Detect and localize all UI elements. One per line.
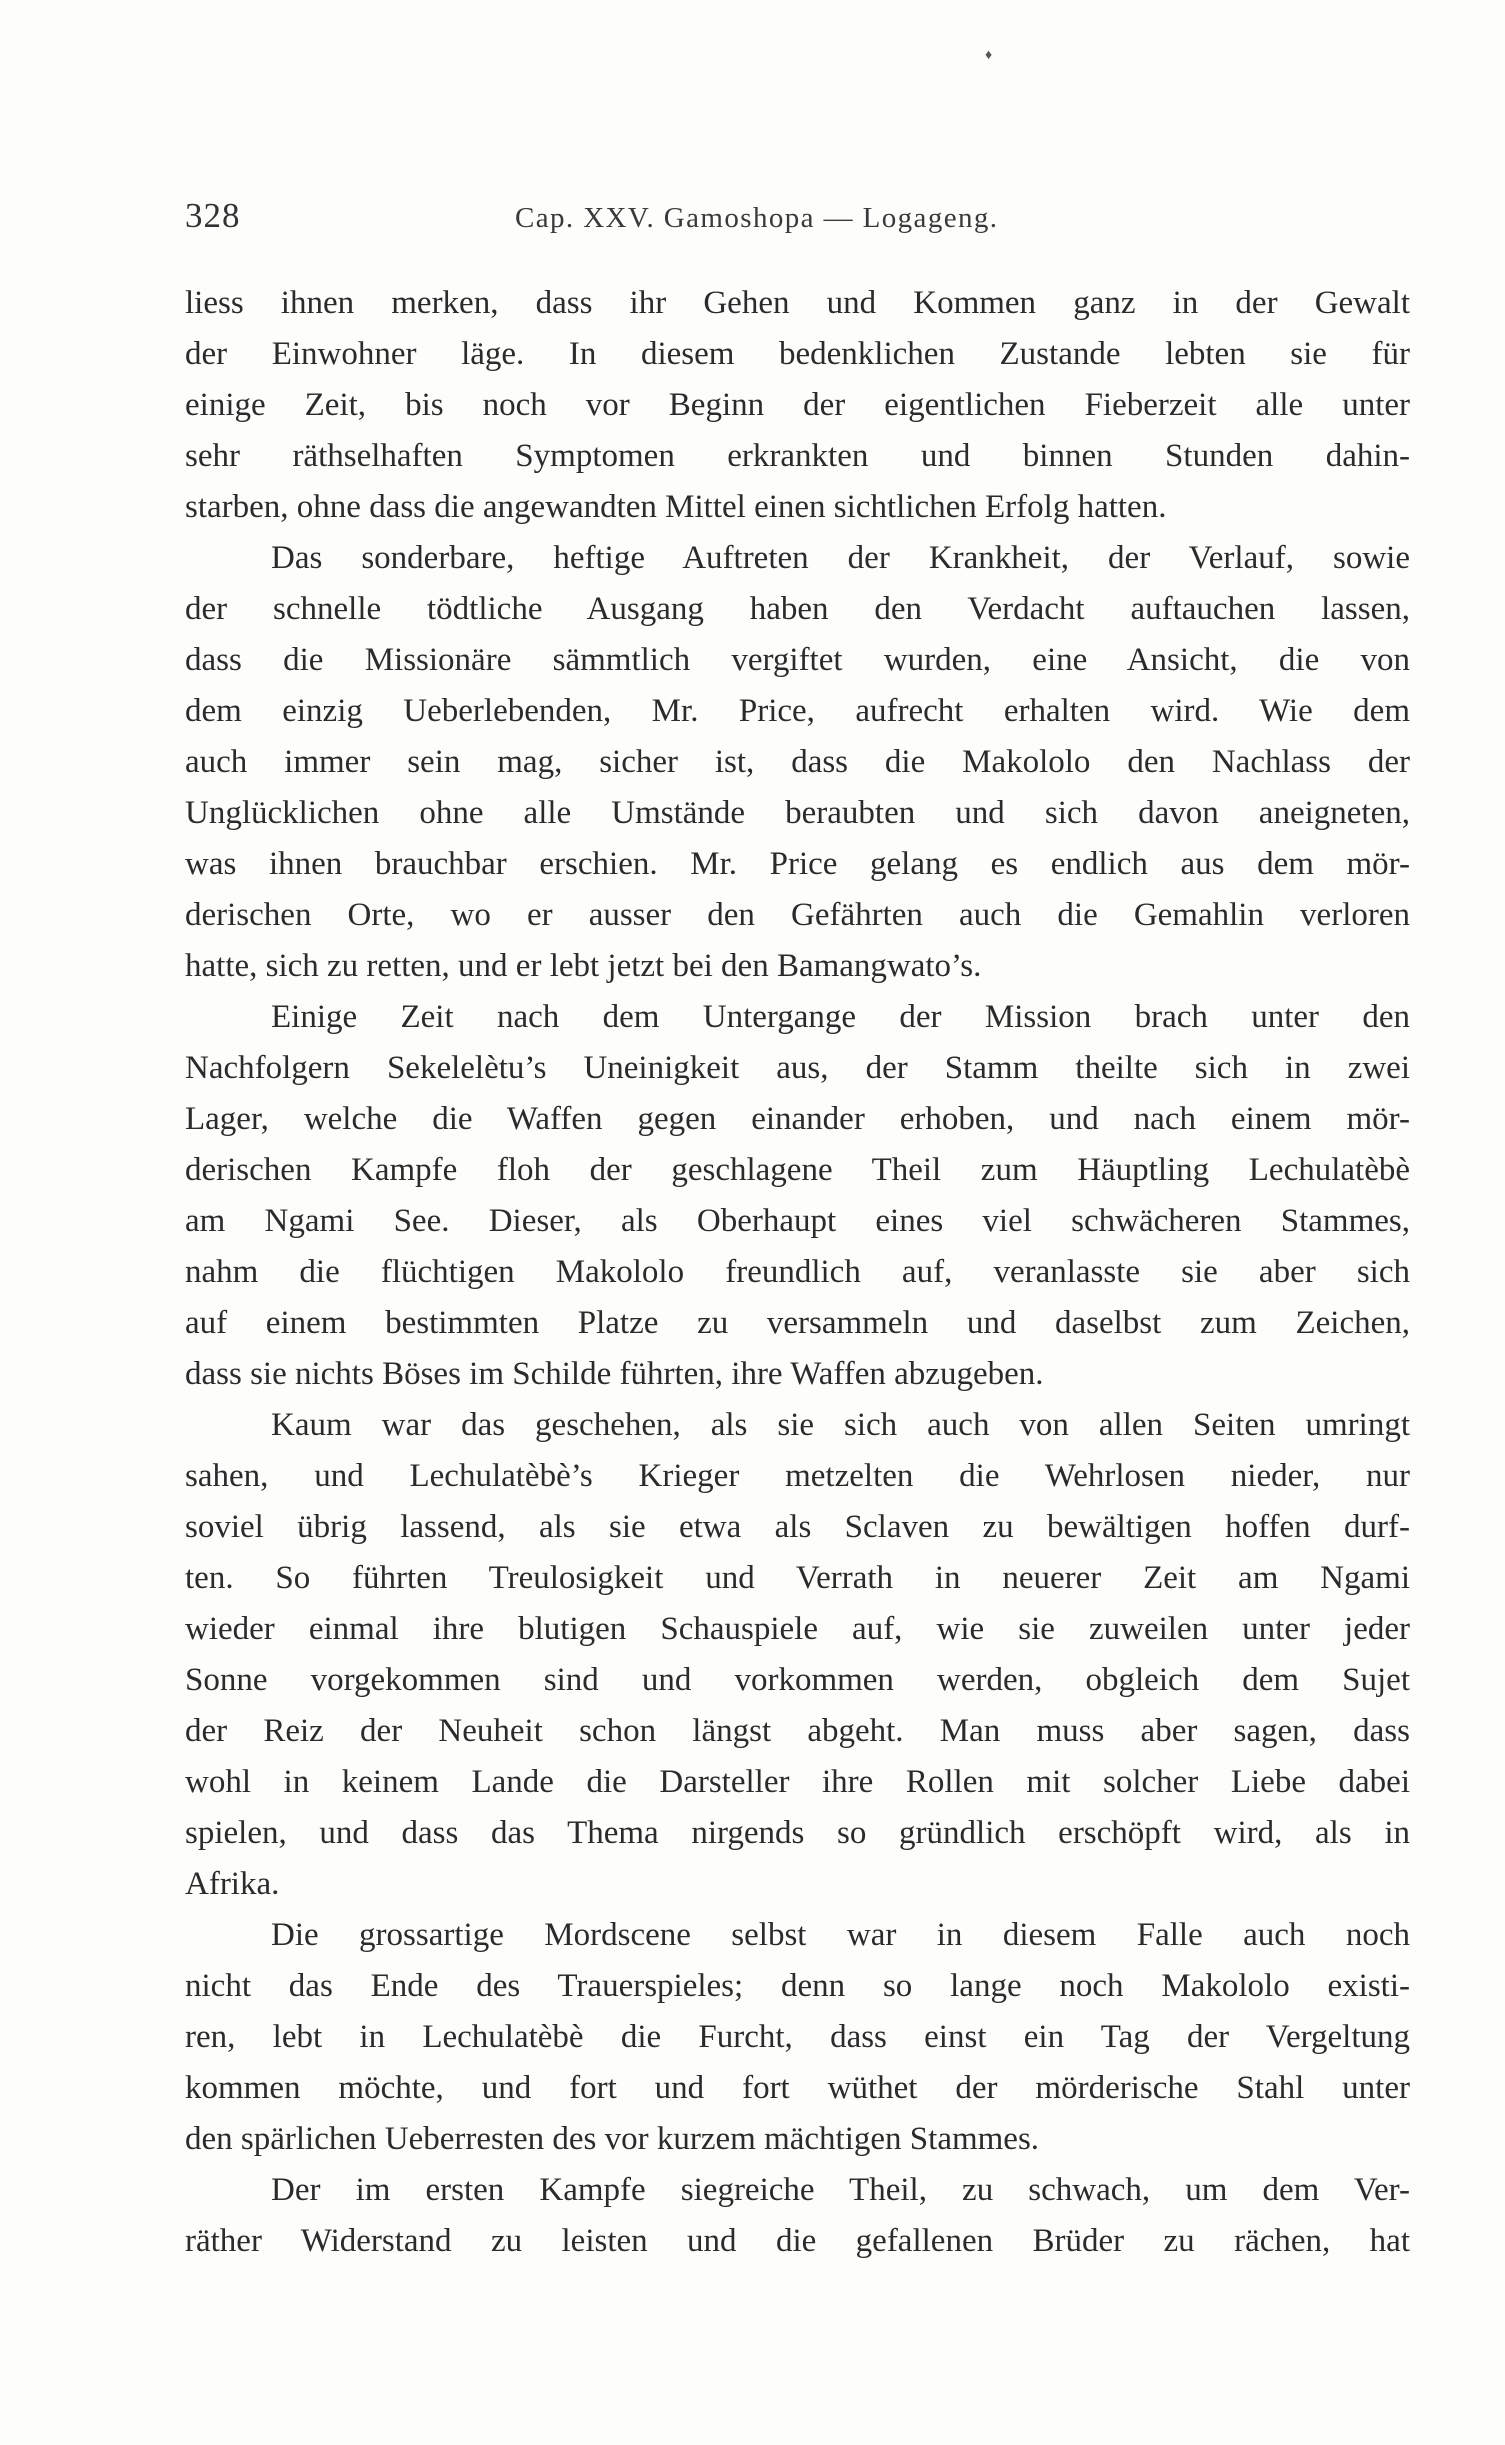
text-line: Sonne vorgekommen sind und vorkommen werden, obgleich dem Sujet bbox=[185, 1662, 1410, 1698]
text-line: ten. So führten Treulosigkeit und Verrath in neuerer Zeit am Ngami bbox=[185, 1560, 1410, 1596]
text-line: liess ihnen merken, dass ihr Gehen und Kommen ganz in der Gewalt bbox=[185, 285, 1410, 321]
text-line: wohl in keinem Lande die Darsteller ihre Rollen mit solcher Liebe dabei bbox=[185, 1764, 1410, 1800]
text-line: Kaum war das geschehen, als sie sich auch von allen Seiten umringt bbox=[271, 1407, 1410, 1443]
text-line: dem einzig Ueberlebenden, Mr. Price, aufrecht erhalten wird. Wie dem bbox=[185, 693, 1410, 729]
text-line: starben, ohne dass die angewandten Mittel einen sichtlichen Erfolg hatten. bbox=[185, 489, 1167, 525]
page-number: 328 bbox=[185, 196, 241, 235]
text-line: den spärlichen Ueberresten des vor kurzem mächtigen Stammes. bbox=[185, 2121, 1040, 2157]
text-line: der Einwohner läge. In diesem bedenklichen Zustande lebten sie für bbox=[185, 336, 1410, 372]
text-line: spielen, und dass das Thema nirgends so gründlich erschöpft wird, als in bbox=[185, 1815, 1410, 1851]
text-line: derischen Orte, wo er ausser den Gefährten auch die Gemahlin verloren bbox=[185, 897, 1410, 933]
text-line: auch immer sein mag, sicher ist, dass die Makololo den Nachlass der bbox=[185, 744, 1410, 780]
text-line: ren, lebt in Lechulatèbè die Furcht, dass einst ein Tag der Vergeltung bbox=[185, 2019, 1410, 2055]
text-line: Die grossartige Mordscene selbst war in diesem Falle auch noch bbox=[271, 1917, 1410, 1953]
text-line: dass sie nichts Böses im Schilde führten, ihre Waffen abzugeben. bbox=[185, 1356, 1044, 1392]
text-line: wieder einmal ihre blutigen Schauspiele auf, wie sie zuweilen unter jeder bbox=[185, 1611, 1410, 1647]
running-head: Cap. XXV. Gamoshopa — Logageng. bbox=[515, 202, 999, 234]
text-line: Unglücklichen ohne alle Umstände beraubten und sich davon aneigneten, bbox=[185, 795, 1410, 831]
text-line: soviel übrig lassend, als sie etwa als Sclaven zu bewältigen hoffen durf- bbox=[185, 1509, 1410, 1545]
text-line: nahm die flüchtigen Makololo freundlich auf, veranlasste sie aber sich bbox=[185, 1254, 1410, 1290]
text-line: räther Widerstand zu leisten und die gefallenen Brüder zu rächen, hat bbox=[185, 2223, 1410, 2259]
text-line: auf einem bestimmten Platze zu versammeln und daselbst zum Zeichen, bbox=[185, 1305, 1410, 1341]
text-line: hatte, sich zu retten, und er lebt jetzt bei den Bamangwato’s. bbox=[185, 948, 982, 984]
text-line: der Reiz der Neuheit schon längst abgeht. Man muss aber sagen, dass bbox=[185, 1713, 1410, 1749]
text-line: was ihnen brauchbar erschien. Mr. Price gelang es endlich aus dem mör- bbox=[185, 846, 1410, 882]
text-line: Nachfolgern Sekelelètu’s Uneinigkeit aus, der Stamm theilte sich in zwei bbox=[185, 1050, 1410, 1086]
text-line: derischen Kampfe floh der geschlagene Theil zum Häuptling Lechulatèbè bbox=[185, 1152, 1410, 1188]
printer-mark: ♦ bbox=[985, 48, 993, 63]
text-line: der schnelle tödtliche Ausgang haben den Verdacht auftauchen lassen, bbox=[185, 591, 1410, 627]
text-line: dass die Missionäre sämmtlich vergiftet wurden, eine Ansicht, die von bbox=[185, 642, 1410, 678]
text-line: Der im ersten Kampfe siegreiche Theil, zu schwach, um dem Ver- bbox=[271, 2172, 1410, 2208]
text-line: nicht das Ende des Trauerspieles; denn so lange noch Makololo existi- bbox=[185, 1968, 1410, 2004]
text-line: Das sonderbare, heftige Auftreten der Krankheit, der Verlauf, sowie bbox=[271, 540, 1410, 576]
body-text bbox=[185, 278, 1410, 2267]
text-line: sahen, und Lechulatèbè’s Krieger metzelten die Wehrlosen nieder, nur bbox=[185, 1458, 1410, 1494]
text-line: Afrika. bbox=[185, 1866, 280, 1902]
text-line: sehr räthselhaften Symptomen erkrankten und binnen Stunden dahin- bbox=[185, 438, 1410, 474]
page-header bbox=[185, 196, 1410, 246]
text-line: Lager, welche die Waffen gegen einander erhoben, und nach einem mör- bbox=[185, 1101, 1410, 1137]
text-line: einige Zeit, bis noch vor Beginn der eigentlichen Fieberzeit alle unter bbox=[185, 387, 1410, 423]
text-line: am Ngami See. Dieser, als Oberhaupt eines viel schwächeren Stammes, bbox=[185, 1203, 1410, 1239]
text-line: Einige Zeit nach dem Untergange der Mission brach unter den bbox=[271, 999, 1410, 1035]
text-line: kommen möchte, und fort und fort wüthet der mörderische Stahl unter bbox=[185, 2070, 1410, 2106]
